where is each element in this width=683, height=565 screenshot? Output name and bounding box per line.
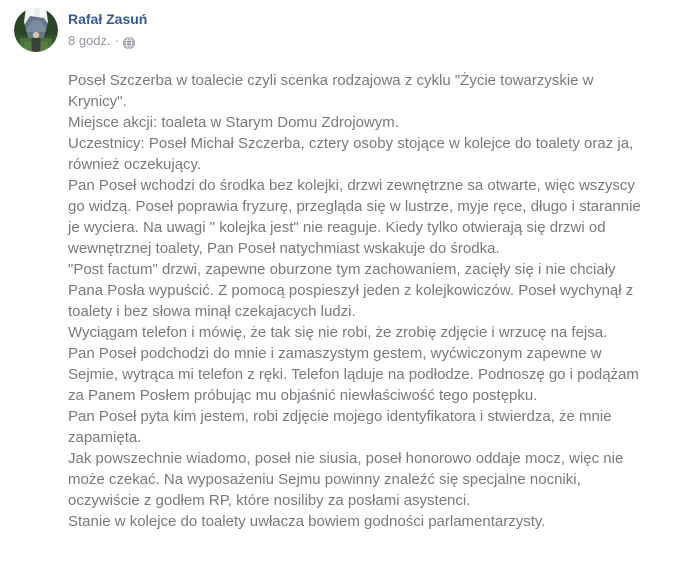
globe-public-icon <box>123 36 135 48</box>
timestamp-link[interactable]: 8 godz. <box>68 33 111 48</box>
meta-separator: · <box>114 33 119 48</box>
post-paragraph: Stanie w kolejce do toalety uwłacza bowiem godności parlamentarzysty. <box>68 513 546 530</box>
post-header <box>68 10 147 49</box>
author-name-link[interactable]: Rafał Zasuń <box>68 11 148 27</box>
post-paragraph: Pan Poseł wchodzi do środka bez kolejki, drzwi zewnętrzne sa otwarte, więc wszyscy go widzą. Poseł poprawia fryzurę, przegląda się w lustrze, myje ręce, długo i starannie je wyciera. Na uwagi " kolejka jest" nie reaguje. Kiedy tylko otwierają się drzwi od wewnętrznej toalety, Pan Poseł natychmiast wskakuje do środka. <box>68 177 641 257</box>
post-paragraph: "Post factum" drzwi, zapewne oburzone tym zachowaniem, zacięły się i nie chciały Pana Posła wypuścić. Z pomocą pospieszył jeden z kolejkowiczów. Poseł wychynął z toalety i bez słowa minął czekajacych ludzi. <box>68 261 634 320</box>
avatar[interactable] <box>14 8 58 52</box>
post-paragraph: Poseł Szczerba w toalecie czyli scenka rodzajowa z cyklu "Życie towarzyskie w Krynicy". <box>68 72 594 110</box>
post-paragraph: Pan Poseł podchodzi do mnie i zamaszystym gestem, wyćwiczonym zapewne w Sejmie, wytrąca mi telefon z ręki. Telefon ląduje na podłodze. Podnoszę go i podążam za Panem Posłem próbując mu objaśnić niewłaściwość tego postępku. <box>68 345 639 404</box>
post-meta <box>68 32 147 49</box>
post-body <box>68 70 648 532</box>
post-paragraph: Miejsce akcji: toaleta w Starym Domu Zdrojowym. <box>68 114 399 131</box>
post-paragraph: Wyciągam telefon i mówię, że tak się nie robi, że zrobię zdjęcie i wrzucę na fejsa. <box>68 324 608 341</box>
post-paragraph: Jak powszechnie wiadomo, poseł nie siusia, poseł honorowo oddaje mocz, więc nie może czekać. Na wyposażeniu Sejmu powinny znaleźć się specjalne nocniki, oczywiście z godłem RP, które nosiliby za posłami asystenci. <box>68 450 624 509</box>
avatar-photo <box>14 8 58 52</box>
post-paragraph: Pan Poseł pyta kim jestem, robi zdjęcie mojego identyfikatora i stwierdza, że mnie zapamięta. <box>68 408 612 446</box>
post-paragraph: Uczestnicy: Poseł Michał Szczerba, cztery osoby stojące w kolejce do toalety oraz ja, również oczekujący. <box>68 135 634 173</box>
